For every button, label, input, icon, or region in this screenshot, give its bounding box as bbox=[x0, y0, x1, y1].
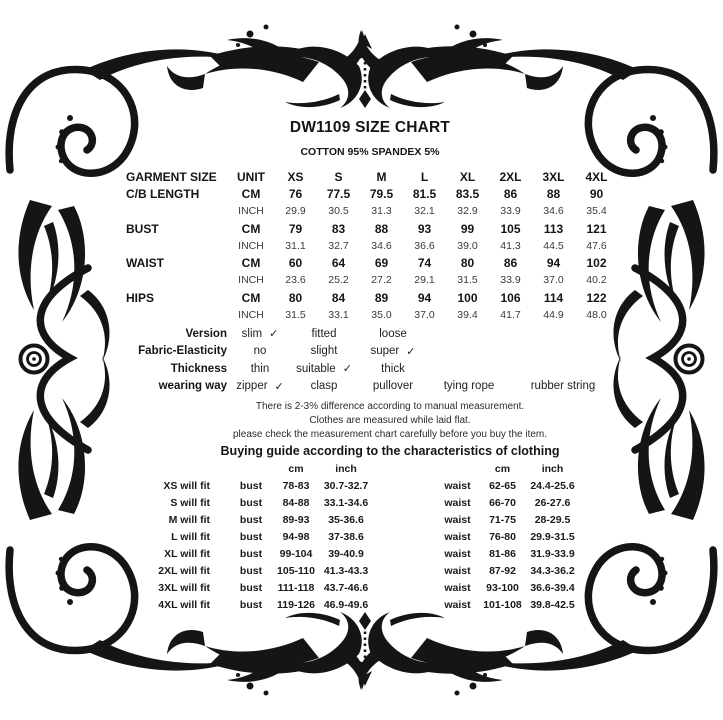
size-value: 81.5 bbox=[412, 186, 437, 201]
header-size-xs: XS bbox=[287, 169, 304, 184]
size-value: 29.1 bbox=[414, 274, 435, 287]
attribute-option-text: no bbox=[253, 345, 267, 358]
attribute-option bbox=[227, 345, 293, 357]
waist-label: waist bbox=[444, 564, 471, 577]
buying-guide-row bbox=[110, 528, 580, 545]
buying-guide-row bbox=[110, 545, 580, 562]
bust-label: bust bbox=[239, 581, 263, 594]
size-value: 44.9 bbox=[543, 309, 564, 322]
attribute-option bbox=[355, 345, 431, 358]
unit-label: INCH bbox=[238, 274, 264, 287]
size-value: 88 bbox=[546, 186, 561, 201]
note-line: please check the measurement chart carefully before you buy the item. bbox=[232, 429, 548, 440]
size-value: 31.5 bbox=[285, 309, 306, 322]
size-value: 64 bbox=[331, 256, 346, 271]
bust-inch-range: 39-40.9 bbox=[328, 547, 364, 560]
attribute-option bbox=[355, 363, 431, 375]
unit-label: CM bbox=[241, 186, 261, 201]
waist-cm-header: cm bbox=[494, 462, 511, 475]
header-unit: UNIT bbox=[237, 169, 265, 184]
unit-label: CM bbox=[241, 256, 261, 271]
bust-inch-range: 30.7-32.7 bbox=[323, 479, 369, 492]
waist-cm-range: 101-108 bbox=[483, 598, 522, 611]
note-line: There is 2-3% difference according to manual measurement. bbox=[255, 401, 525, 412]
waist-cm-range: 76-80 bbox=[489, 530, 516, 543]
size-value: 121 bbox=[586, 221, 607, 236]
fabric-composition: COTTON 95% SPANDEX 5% bbox=[300, 146, 440, 158]
header-size-4xl: 4XL bbox=[585, 169, 608, 184]
attribute-row bbox=[0, 378, 723, 396]
size-value: 113 bbox=[543, 221, 564, 236]
waist-cm-range: 66-70 bbox=[489, 496, 516, 509]
size-value: 88 bbox=[374, 221, 389, 236]
waist-cm-range: 62-65 bbox=[489, 479, 516, 492]
check-icon: ✓ bbox=[342, 363, 352, 376]
waist-label: waist bbox=[444, 496, 471, 509]
waist-inch-range: 28-29.5 bbox=[534, 513, 571, 526]
measurement-label: WAIST bbox=[126, 256, 164, 271]
size-value: 40.2 bbox=[586, 274, 607, 287]
size-value: 83.5 bbox=[455, 186, 480, 201]
size-value: 35.4 bbox=[586, 205, 607, 218]
size-value: 102 bbox=[586, 256, 607, 271]
bust-label: bust bbox=[239, 479, 263, 492]
buying-guide-row bbox=[110, 562, 580, 579]
size-value: 33.9 bbox=[500, 205, 521, 218]
size-value: 33.1 bbox=[328, 309, 349, 322]
size-value: 90 bbox=[589, 186, 604, 201]
size-value: 80 bbox=[288, 290, 303, 305]
attribute-option-text: loose bbox=[379, 327, 407, 340]
waist-inch-range: 36.6-39.4 bbox=[530, 581, 575, 594]
buying-guide-table bbox=[110, 460, 580, 613]
fit-size-label: S will fit bbox=[170, 496, 210, 509]
attribute-row bbox=[0, 343, 723, 361]
header-size-xl: XL bbox=[459, 169, 476, 184]
waist-inch-range: 24.4-25.6 bbox=[530, 479, 575, 492]
unit-label: INCH bbox=[238, 205, 264, 218]
unit-label: CM bbox=[241, 290, 261, 305]
size-value: 31.5 bbox=[457, 274, 478, 287]
unit-label: CM bbox=[241, 221, 261, 236]
size-value: 77.5 bbox=[326, 186, 351, 201]
bust-inch-range: 41.3-43.3 bbox=[323, 564, 369, 577]
size-value: 35.0 bbox=[371, 309, 392, 322]
attribute-option bbox=[227, 363, 293, 375]
bust-label: bust bbox=[239, 496, 263, 509]
bust-label: bust bbox=[239, 530, 263, 543]
header-garment-size: GARMENT SIZE bbox=[126, 169, 217, 184]
size-value: 60 bbox=[288, 256, 303, 271]
size-chart-row bbox=[116, 220, 618, 237]
size-chart-row bbox=[116, 185, 618, 202]
size-value: 79.5 bbox=[369, 186, 394, 201]
size-value: 41.7 bbox=[500, 309, 521, 322]
waist-inch-range: 39.8-42.5 bbox=[530, 598, 575, 611]
attribute-label: wearing way bbox=[158, 380, 227, 393]
waist-label: waist bbox=[444, 547, 471, 560]
size-value: 69 bbox=[374, 256, 389, 271]
size-value: 83 bbox=[331, 221, 346, 236]
bust-inch-range: 37-38.6 bbox=[328, 530, 364, 543]
attribute-option-text: super bbox=[370, 345, 400, 358]
waist-inch-range: 31.9-33.9 bbox=[530, 547, 575, 560]
size-chart-row bbox=[116, 203, 618, 220]
header-size-l: L bbox=[420, 169, 429, 184]
fit-size-label: 4XL will fit bbox=[158, 598, 210, 611]
waist-label: waist bbox=[444, 479, 471, 492]
size-value: 93 bbox=[417, 221, 432, 236]
header-size-2xl: 2XL bbox=[499, 169, 522, 184]
measurement-label: HIPS bbox=[126, 290, 155, 305]
header-size-3xl: 3XL bbox=[542, 169, 565, 184]
size-value: 47.6 bbox=[586, 239, 607, 252]
fit-size-label: XS will fit bbox=[163, 479, 210, 492]
page-title: DW1109 SIZE CHART bbox=[289, 119, 451, 136]
note-line: Clothes are measured while laid flat. bbox=[309, 415, 471, 426]
check-icon: ✓ bbox=[274, 380, 284, 393]
size-value: 80 bbox=[460, 256, 475, 271]
waist-label: waist bbox=[444, 513, 471, 526]
attribute-option bbox=[355, 380, 431, 392]
waist-inch-range: 34.3-36.2 bbox=[530, 564, 575, 577]
size-chart-header-row bbox=[116, 168, 618, 185]
bust-inch-range: 33.1-34.6 bbox=[323, 496, 369, 509]
fit-size-label: M will fit bbox=[168, 513, 210, 526]
size-value: 48.0 bbox=[586, 309, 607, 322]
size-value: 114 bbox=[543, 290, 564, 305]
size-chart-row bbox=[116, 306, 618, 323]
bust-inch-range: 46.9-49.6 bbox=[323, 598, 369, 611]
attribute-label: Version bbox=[185, 327, 227, 340]
bust-cm-range: 111-118 bbox=[277, 581, 315, 594]
bust-cm-range: 105-110 bbox=[277, 564, 315, 577]
waist-cm-range: 81-86 bbox=[489, 547, 516, 560]
attribute-option-text: slight bbox=[310, 345, 338, 358]
waist-inch-header: inch bbox=[541, 462, 564, 475]
measurement-label: BUST bbox=[126, 221, 159, 236]
buying-guide-row bbox=[110, 596, 580, 613]
attribute-option-text: suitable bbox=[296, 362, 336, 375]
buying-guide-row bbox=[110, 477, 580, 494]
bust-cm-range: 94-98 bbox=[282, 530, 310, 543]
measurement-label: C/B LENGTH bbox=[126, 186, 200, 201]
size-value: 31.1 bbox=[285, 239, 306, 252]
waist-cm-range: 93-100 bbox=[486, 581, 519, 594]
attribute-option bbox=[293, 328, 355, 340]
size-value: 23.6 bbox=[285, 274, 306, 287]
attribute-label: Fabric-Elasticity bbox=[138, 345, 227, 358]
buying-guide-row bbox=[110, 494, 580, 511]
attribute-option-text: fitted bbox=[311, 327, 337, 340]
bust-label: bust bbox=[239, 547, 263, 560]
bust-inch-range: 43.7-46.6 bbox=[323, 581, 369, 594]
attribute-option bbox=[227, 380, 293, 393]
size-value: 39.0 bbox=[457, 239, 478, 252]
attribute-option bbox=[293, 345, 355, 357]
attribute-option-text: rubber string bbox=[530, 380, 596, 393]
attributes-section bbox=[0, 325, 723, 395]
check-icon: ✓ bbox=[406, 345, 416, 358]
size-value: 84 bbox=[331, 290, 346, 305]
size-chart-row bbox=[116, 237, 618, 254]
buying-guide-row bbox=[110, 579, 580, 596]
attribute-row bbox=[0, 360, 723, 378]
attribute-option bbox=[227, 327, 293, 340]
bust-cm-range: 78-83 bbox=[282, 479, 310, 492]
bust-cm-range: 99-104 bbox=[279, 547, 313, 560]
size-chart-row bbox=[116, 272, 618, 289]
fit-size-label: XL will fit bbox=[164, 547, 210, 560]
bust-label: bust bbox=[239, 564, 263, 577]
size-value: 36.6 bbox=[414, 239, 435, 252]
size-value: 31.3 bbox=[371, 205, 392, 218]
waist-inch-range: 29.9-31.5 bbox=[530, 530, 575, 543]
bust-inch-range: 35-36.6 bbox=[328, 513, 364, 526]
size-value: 34.6 bbox=[371, 239, 392, 252]
size-value: 79 bbox=[288, 221, 303, 236]
attribute-option-text: thick bbox=[381, 362, 405, 375]
bust-label: bust bbox=[239, 513, 263, 526]
size-value: 44.5 bbox=[543, 239, 564, 252]
size-value: 34.6 bbox=[543, 205, 564, 218]
size-value: 86 bbox=[503, 256, 518, 271]
size-value: 99 bbox=[460, 221, 475, 236]
attribute-option bbox=[293, 362, 355, 375]
bust-label: bust bbox=[239, 598, 263, 611]
waist-label: waist bbox=[444, 598, 471, 611]
attribute-option-text: tying rope bbox=[443, 380, 495, 393]
size-value: 30.5 bbox=[328, 205, 349, 218]
attribute-option-text: pullover bbox=[372, 380, 414, 393]
attribute-option bbox=[293, 380, 355, 392]
size-chart-row bbox=[116, 254, 618, 271]
size-value: 86 bbox=[503, 186, 518, 201]
waist-cm-range: 87-92 bbox=[489, 564, 516, 577]
size-value: 25.2 bbox=[328, 274, 349, 287]
bust-cm-range: 119-126 bbox=[277, 598, 315, 611]
attribute-option bbox=[507, 380, 619, 392]
size-value: 33.9 bbox=[500, 274, 521, 287]
size-value: 32.7 bbox=[328, 239, 349, 252]
attribute-option-text: thin bbox=[250, 362, 270, 375]
attribute-option-text: clasp bbox=[310, 380, 338, 393]
size-chart-table bbox=[116, 168, 618, 324]
size-value: 37.0 bbox=[414, 309, 435, 322]
size-value: 100 bbox=[457, 290, 478, 305]
bust-inch-header: inch bbox=[335, 462, 357, 475]
attribute-option-text: slim bbox=[241, 327, 263, 340]
notes-section bbox=[115, 400, 665, 458]
size-value: 32.9 bbox=[457, 205, 478, 218]
size-value: 41.3 bbox=[500, 239, 521, 252]
size-value: 27.2 bbox=[371, 274, 392, 287]
size-value: 29.9 bbox=[285, 205, 306, 218]
waist-inch-range: 26-27.6 bbox=[534, 496, 571, 509]
size-value: 122 bbox=[586, 290, 607, 305]
fit-size-label: 2XL will fit bbox=[158, 564, 210, 577]
size-value: 74 bbox=[417, 256, 432, 271]
size-value: 94 bbox=[417, 290, 432, 305]
bust-cm-range: 84-88 bbox=[282, 496, 310, 509]
fit-size-label: 3XL will fit bbox=[158, 581, 210, 594]
size-value: 32.1 bbox=[414, 205, 435, 218]
attribute-option bbox=[355, 328, 431, 340]
attribute-option-text: zipper bbox=[236, 380, 268, 393]
size-value: 89 bbox=[374, 290, 389, 305]
header-size-m: M bbox=[376, 169, 387, 184]
waist-cm-range: 71-75 bbox=[489, 513, 516, 526]
unit-label: INCH bbox=[238, 309, 264, 322]
size-value: 76 bbox=[288, 186, 303, 201]
attribute-option bbox=[431, 380, 507, 392]
waist-label: waist bbox=[444, 581, 471, 594]
fit-size-label: L will fit bbox=[171, 530, 210, 543]
size-value: 39.4 bbox=[457, 309, 478, 322]
size-value: 105 bbox=[500, 221, 521, 236]
buying-guide-title: Buying guide according to the characteristics of clothing bbox=[220, 444, 560, 458]
buying-guide-row bbox=[110, 511, 580, 528]
attribute-label: Thickness bbox=[170, 362, 227, 375]
buying-guide-header-row bbox=[110, 460, 580, 477]
size-chart-row bbox=[116, 289, 618, 306]
header-size-s: S bbox=[334, 169, 343, 184]
bust-cm-header: cm bbox=[288, 462, 304, 475]
unit-label: INCH bbox=[238, 239, 264, 252]
waist-label: waist bbox=[444, 530, 471, 543]
attribute-row bbox=[0, 325, 723, 343]
size-value: 37.0 bbox=[543, 274, 564, 287]
check-icon: ✓ bbox=[269, 328, 279, 341]
size-value: 94 bbox=[546, 256, 561, 271]
bust-cm-range: 89-93 bbox=[282, 513, 310, 526]
size-value: 106 bbox=[500, 290, 521, 305]
